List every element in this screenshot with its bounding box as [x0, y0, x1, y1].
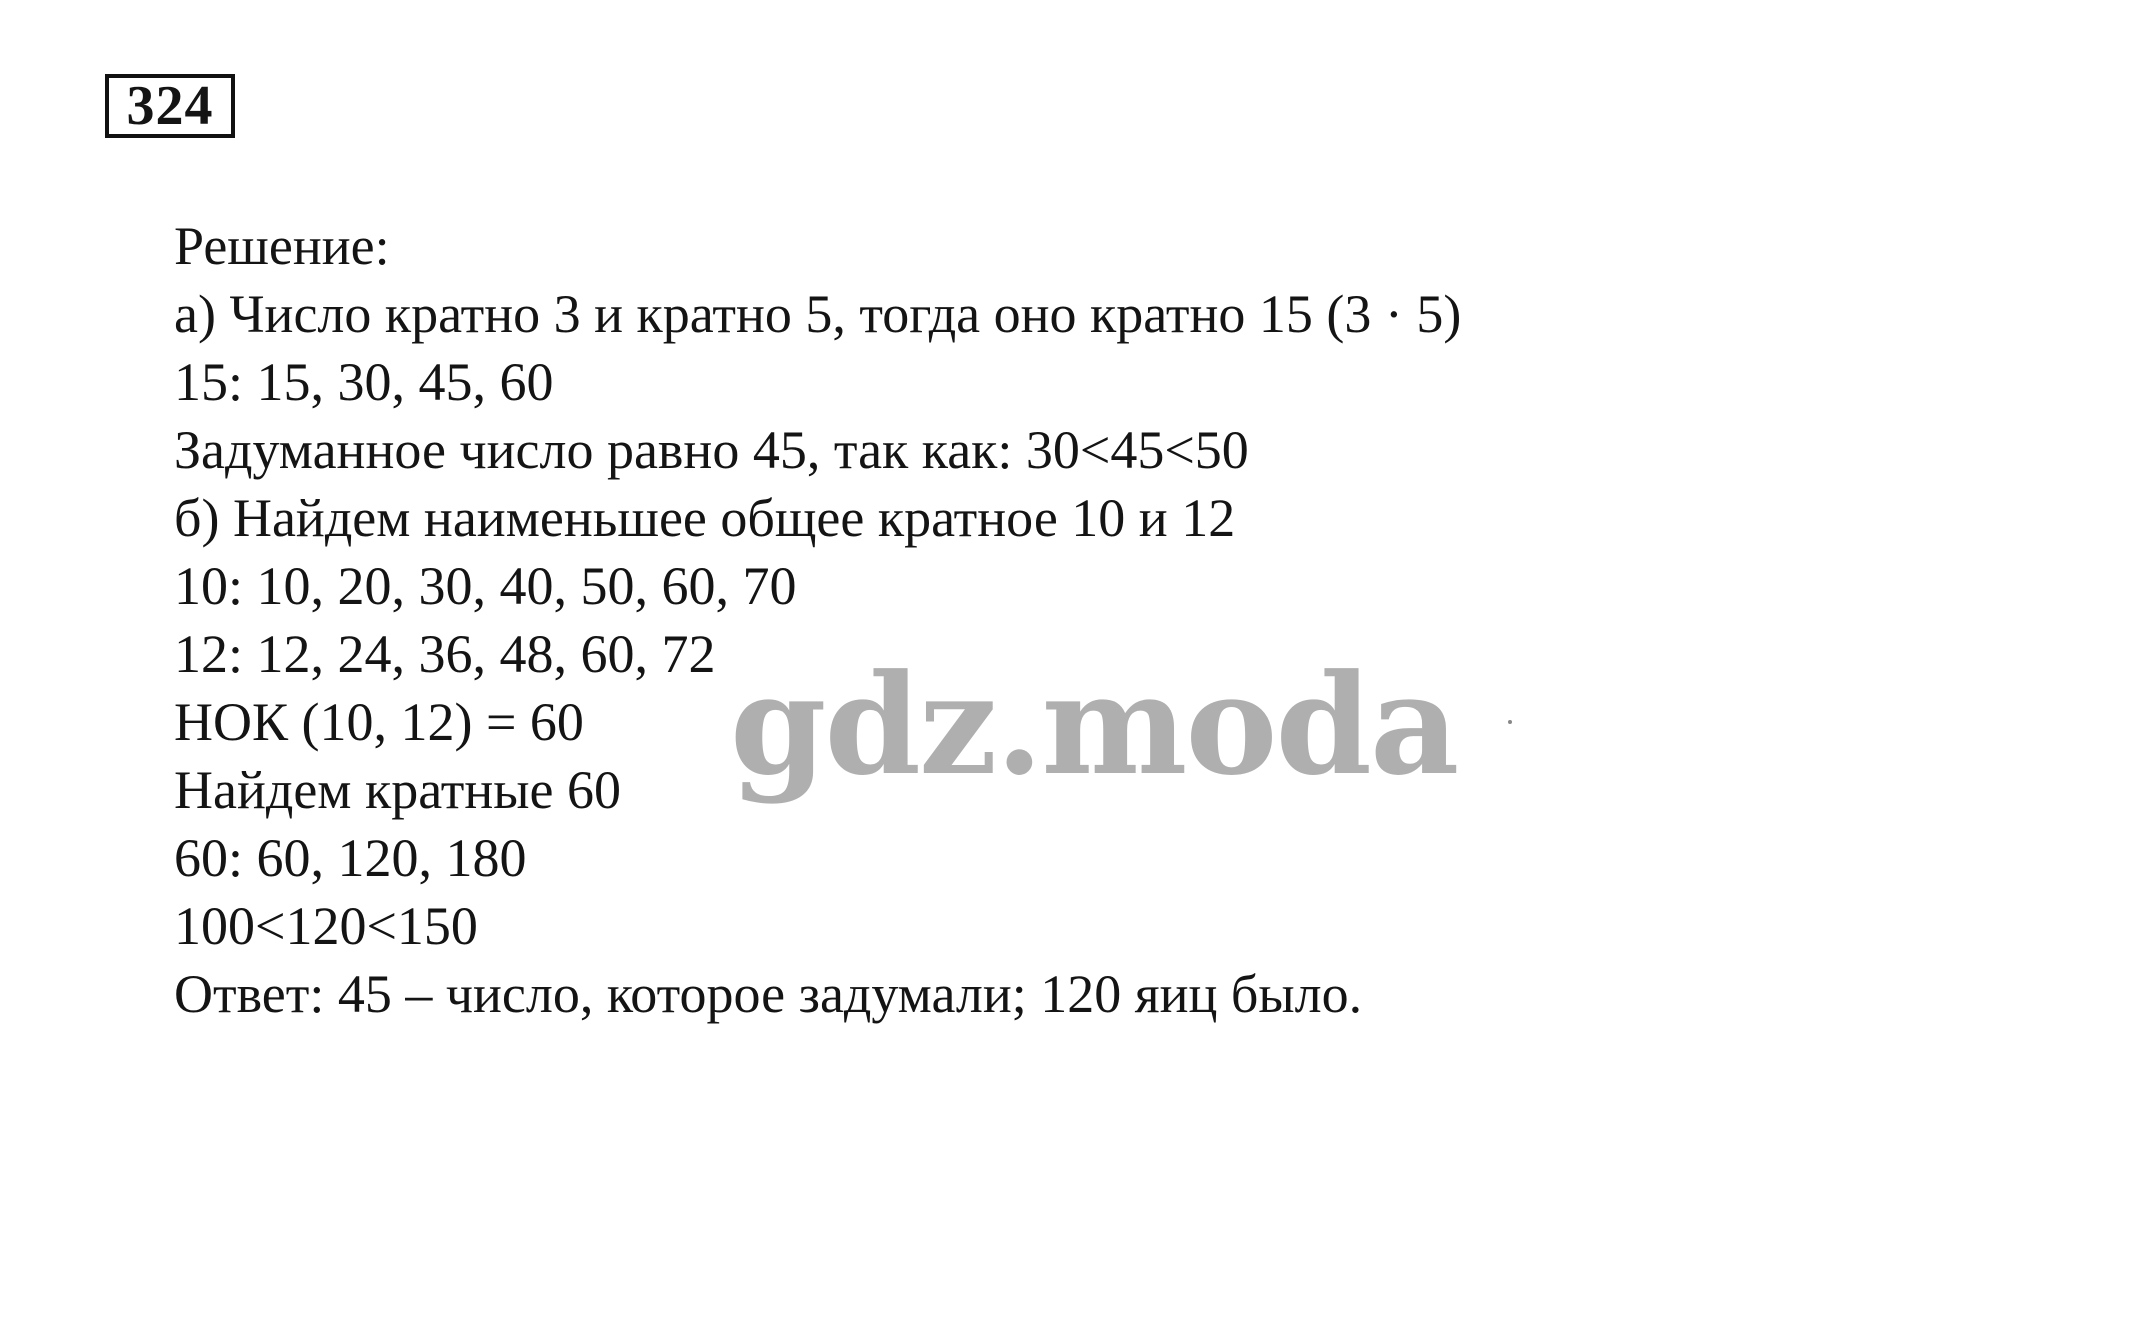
solution-line-multiples-12: 12: 12, 24, 36, 48, 60, 72: [174, 624, 716, 684]
task-number-box: [105, 74, 235, 138]
task-number: 324: [126, 75, 214, 137]
watermark-logo: gdz.moda: [730, 643, 1458, 806]
solution-heading: Решение:: [174, 216, 390, 276]
solution-line-multiples-15: 15: 15, 30, 45, 60: [174, 352, 554, 412]
solution-line-multiples-10: 10: 10, 20, 30, 40, 50, 60, 70: [174, 556, 797, 616]
solution-line-multiples-60: 60: 60, 120, 180: [174, 828, 527, 888]
solution-line-b: б) Найдем наименьшее общее кратное 10 и 12: [174, 488, 1236, 548]
solution-line-a: а) Число кратно 3 и кратно 5, тогда оно кратно 15 (3 · 5): [174, 284, 1462, 344]
solution-line-find-multiples-60: Найдем кратные 60: [174, 760, 622, 820]
solution-line-lcm: НОК (10, 12) = 60: [174, 692, 584, 752]
solution-text: [174, 212, 1974, 1028]
solution-line-answer-a: Задуманное число равно 45, так как: 30<45<50: [174, 420, 1249, 480]
solution-answer: Ответ: 45 – число, которое задумали; 120 яиц было.: [174, 964, 1363, 1024]
stray-dot: [1508, 720, 1512, 724]
solution-line-inequality: 100<120<150: [174, 896, 478, 956]
